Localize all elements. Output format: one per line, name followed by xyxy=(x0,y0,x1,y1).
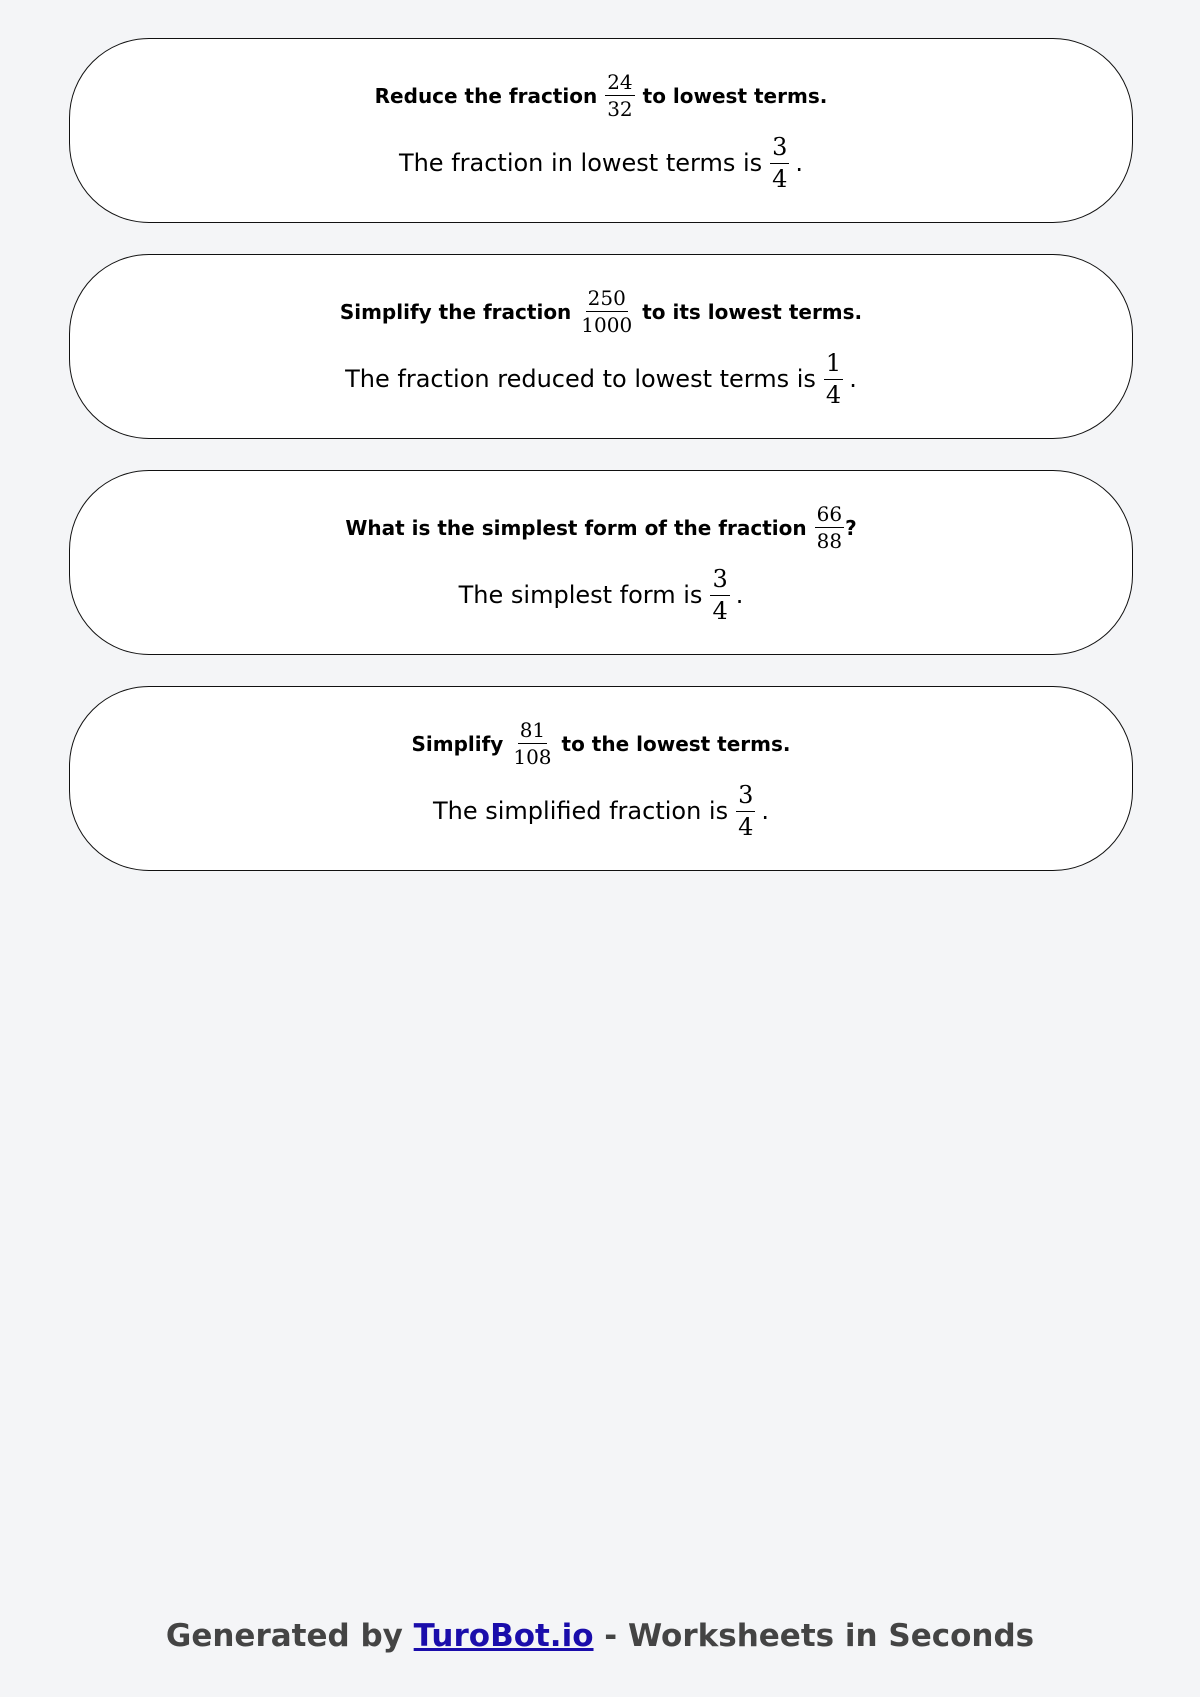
problem-card xyxy=(69,470,1133,655)
answer xyxy=(433,782,769,840)
question-fraction xyxy=(605,71,634,120)
question xyxy=(375,71,828,120)
numerator: 1 xyxy=(824,350,843,379)
question-fraction xyxy=(511,719,553,768)
answer-text: The fraction reduced to lowest terms is xyxy=(345,365,816,393)
numerator: 3 xyxy=(736,782,755,811)
numerator: 250 xyxy=(587,286,626,311)
footer xyxy=(0,1618,1200,1654)
problem-card xyxy=(69,38,1133,223)
answer-period: . xyxy=(795,149,804,177)
question-text: Simplify xyxy=(411,731,504,756)
answer-text: The simplified fraction is xyxy=(432,797,729,825)
problem-card xyxy=(69,686,1133,871)
question xyxy=(411,719,790,768)
question-text-end: to the lowest terms. xyxy=(561,731,791,756)
footer-prefix: Generated by xyxy=(165,1618,414,1654)
numerator: 66 xyxy=(816,502,843,527)
question xyxy=(345,503,856,552)
problem-card xyxy=(69,254,1133,439)
problem-list xyxy=(69,38,1133,902)
question-fraction xyxy=(815,503,844,552)
question-text-end: to lowest terms. xyxy=(642,83,828,108)
answer xyxy=(459,566,744,624)
question-text: Simplify the fraction xyxy=(339,299,572,324)
answer xyxy=(345,350,857,408)
answer xyxy=(399,134,803,192)
answer-text: The fraction in lowest terms is xyxy=(398,149,763,177)
numerator: 24 xyxy=(607,70,633,95)
numerator: 3 xyxy=(770,134,789,163)
footer-suffix: - Worksheets in Seconds xyxy=(593,1618,1035,1654)
answer-fraction xyxy=(824,350,843,408)
denominator: 4 xyxy=(825,380,842,409)
denominator: 4 xyxy=(772,164,788,193)
answer-period: . xyxy=(735,581,744,609)
question-fraction xyxy=(579,287,634,336)
denominator: 4 xyxy=(738,812,754,841)
answer-fraction xyxy=(710,566,729,624)
denominator: 4 xyxy=(712,596,728,625)
answer-fraction xyxy=(770,134,789,192)
answer-text: The simplest form is xyxy=(458,581,703,609)
question-text: What is the simplest form of the fraction xyxy=(345,515,807,540)
numerator: 3 xyxy=(710,566,729,595)
question-text: Reduce the fraction xyxy=(374,83,598,108)
answer-period: . xyxy=(761,797,770,825)
denominator: 32 xyxy=(607,97,633,122)
question xyxy=(340,287,862,336)
question-mark: ? xyxy=(845,515,857,540)
denominator: 1000 xyxy=(581,313,633,338)
denominator: 88 xyxy=(816,529,843,554)
numerator: 81 xyxy=(519,718,546,743)
answer-fraction xyxy=(736,782,755,840)
turobot-link[interactable]: TuroBot.io xyxy=(413,1618,594,1654)
answer-period: . xyxy=(849,365,857,393)
denominator: 108 xyxy=(513,745,552,770)
question-text-end: to its lowest terms. xyxy=(642,299,863,324)
